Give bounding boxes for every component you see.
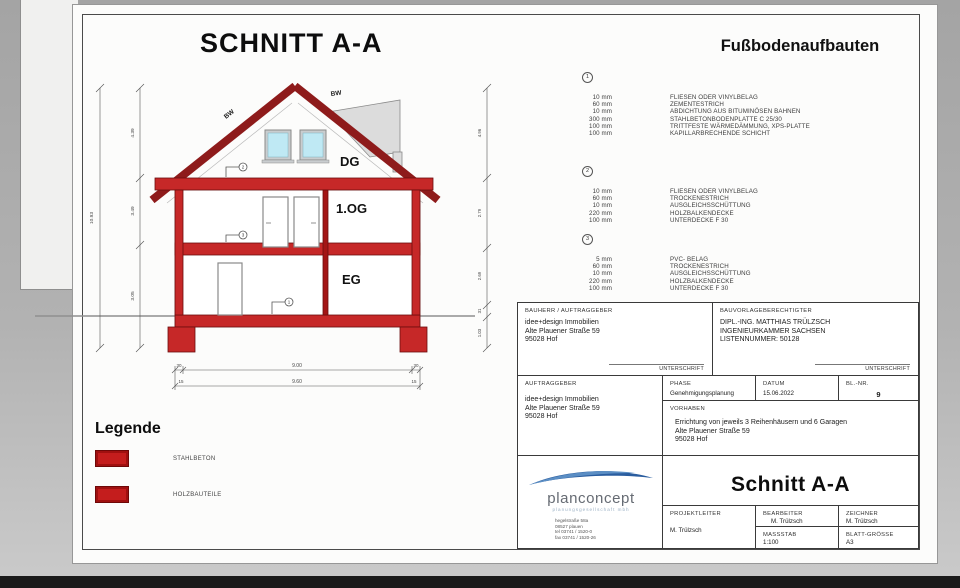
layer-thickness: 60 mm — [592, 101, 612, 109]
layer-material: ZEMENTESTRICH — [670, 101, 724, 109]
bauvorlage-line: DIPL.-ING. MATTHIAS TRÜLZSCH — [720, 319, 831, 326]
right-dimension-labels — [477, 128, 482, 337]
floor-label-og: 1.OG — [336, 201, 368, 216]
bauherr-cell — [518, 303, 713, 376]
layer-row — [560, 130, 912, 137]
dim-segment: 30 — [413, 363, 419, 368]
floor-label-dg: DG — [340, 154, 360, 169]
cell-label: BL.-NR. — [846, 381, 869, 387]
ground-slab — [175, 315, 420, 327]
cell-label: PHASE — [670, 381, 692, 387]
layer-material: HOLZBALKENDECKE — [670, 209, 734, 217]
floor-buildup-section-3 — [560, 234, 912, 292]
massstab-cell — [756, 527, 839, 548]
logo-name: planconcept — [547, 490, 635, 507]
datum-value: 15.06.2022 — [763, 390, 794, 397]
door-icon — [294, 197, 319, 247]
holzbauteile-swatch-icon — [95, 486, 129, 503]
layer-thickness: 10 mm — [592, 270, 612, 278]
layer-thickness: 300 mm — [589, 115, 612, 123]
logo-address-line: hegelstraße 58a — [555, 518, 589, 523]
layer-material: UNTERDECKE F 30 — [670, 284, 729, 292]
layer-thickness: 100 mm — [589, 216, 612, 224]
signature-line: UNTERSCHRIFT — [815, 364, 910, 372]
layer-row — [560, 108, 912, 115]
left-dimension-lines — [96, 84, 144, 352]
section-number-badge: 2 — [582, 166, 593, 177]
legend-title: Legende — [95, 420, 161, 437]
layer-row — [560, 195, 912, 202]
datum-cell — [756, 376, 839, 401]
legend-item — [95, 450, 222, 467]
blattgroesse-cell — [839, 527, 918, 548]
dim-total: 10.93 — [90, 211, 95, 225]
layer-material: TRITTFESTE WÄRMEDÄMMUNG, XPS-PLATTE — [670, 122, 810, 130]
layer-row — [560, 116, 912, 123]
blattnummer-value: 9 — [876, 390, 881, 399]
legend-item — [95, 486, 222, 503]
vorhaben-cell — [663, 401, 918, 456]
dim-segment: 4.39 — [131, 128, 136, 138]
right-foundation — [400, 327, 427, 352]
layer-material: TROCKENESTRICH — [670, 195, 729, 203]
layer-thickness: 10 mm — [592, 108, 612, 116]
dim-segment: 2.79 — [477, 208, 482, 218]
cell-label: BEARBEITER — [763, 511, 803, 517]
bauherr-line: Alte Plauener Straße 59 — [525, 327, 600, 335]
vorhaben-line: Alte Plauener Straße 59 — [675, 427, 750, 435]
legend — [95, 420, 222, 522]
logo-address-line: tel 03741 / 1520-0 — [555, 529, 593, 535]
blattgroesse-value: A3 — [846, 539, 854, 546]
door-icon — [263, 197, 288, 247]
auftraggeber-line: idee+design Immobilien — [525, 396, 599, 403]
planconcept-swoosh-icon — [525, 465, 657, 487]
cell-label: DATUM — [763, 381, 785, 387]
floor-buildup-section-1 — [560, 72, 912, 137]
zeichner-value: M. Trülzsch — [846, 518, 878, 525]
dim-segment: 30 — [176, 363, 182, 368]
layer-row — [560, 94, 912, 101]
layer-row — [560, 278, 912, 285]
bottom-dimension-labels — [176, 363, 419, 385]
layer-row — [560, 263, 912, 270]
signature-line: UNTERSCHRIFT — [609, 364, 704, 372]
layer-thickness: 60 mm — [592, 195, 612, 203]
marker-number: 3 — [241, 232, 245, 238]
legend-item-label: HOLZBAUTEILE — [173, 491, 222, 498]
layer-row — [560, 123, 912, 130]
layer-material: HOLZBALKENDECKE — [670, 277, 734, 285]
legend-item-label: STAHLBETON — [173, 455, 216, 462]
bauvorlage-line: INGENIEURKAMMER SACHSEN — [720, 327, 826, 335]
logo-cell — [518, 456, 663, 548]
auftraggeber-line: Alte Plauener Straße 59 — [525, 404, 600, 412]
dim-segment: 9.60 — [292, 379, 302, 385]
bauherr-line: idee+design Immobilien — [525, 319, 599, 326]
bottom-dimension-lines — [172, 366, 423, 390]
blattnummer-cell — [839, 376, 918, 401]
partition-wall — [323, 190, 328, 315]
eg-door-icon — [218, 263, 242, 315]
left-wall — [175, 190, 183, 315]
layer-row — [560, 217, 912, 224]
layer-material: UNTERDECKE F 30 — [670, 216, 729, 224]
bearbeiter-value: M. Trülzsch — [771, 518, 803, 525]
right-dimension-lines — [483, 84, 491, 352]
bw-label-right: BW — [330, 89, 343, 98]
bauvorlage-line: LISTENNUMMER: 50128 — [720, 336, 800, 343]
section-drawing-title: SCHNITT A-A — [200, 28, 383, 58]
marker-number: 1 — [287, 299, 291, 305]
zeichner-cell — [839, 506, 918, 527]
right-wall — [412, 190, 420, 315]
layer-thickness: 10 mm — [592, 202, 612, 210]
section-number-badge: 1 — [582, 72, 593, 83]
phase-cell — [663, 376, 756, 401]
bw-label-left: BW — [222, 108, 236, 121]
dim-segment: 1.03 — [477, 328, 482, 338]
dg-floor-slab — [155, 178, 433, 190]
bauvorlageberechtigter-cell — [713, 303, 918, 376]
dim-segment: 3.05 — [131, 291, 136, 301]
house-section-drawing — [30, 70, 500, 400]
dim-segment: 15 — [411, 379, 417, 384]
layer-row — [560, 202, 912, 209]
cell-label: BAUHERR / AUFTRAGGEBER — [525, 308, 613, 314]
layer-row — [560, 256, 912, 263]
dim-segment: 2.69 — [477, 271, 482, 281]
layer-row — [560, 101, 912, 108]
sheet-title: Schnitt A-A — [730, 473, 851, 496]
left-foundation — [168, 327, 195, 352]
floor-buildup-section-2 — [560, 166, 912, 224]
layer-thickness: 100 mm — [589, 130, 612, 138]
logo-address-line: 08527 plauen — [555, 523, 583, 529]
layer-thickness: 10 mm — [592, 94, 612, 101]
dg-windows — [262, 130, 329, 163]
layer-material: ABDICHTUNG AUS BITUMINÖSEN BAHNEN — [670, 108, 801, 116]
cell-label: BAUVORLAGEBERECHTIGTER — [720, 308, 812, 314]
bearbeiter-cell — [756, 506, 839, 527]
phase-value: Genehmigungsplanung — [670, 390, 734, 397]
logo-address-line: fax 03741 / 1520-26 — [555, 534, 596, 540]
dim-segment: 9.00 — [292, 363, 302, 369]
layer-row — [560, 188, 912, 195]
section-number-badge: 3 — [582, 234, 593, 245]
cell-label: AUFTRAGGEBER — [525, 381, 577, 387]
logo-subtitle: planungsgesellschaft mbh — [552, 507, 630, 512]
left-dimension-labels — [89, 128, 136, 301]
vorhaben-line: 95028 Hof — [675, 436, 708, 443]
massstab-value: 1:100 — [763, 539, 779, 546]
layer-thickness: 100 mm — [589, 122, 612, 130]
cell-label: VORHABEN — [670, 406, 705, 412]
layer-thickness: 10 mm — [592, 188, 612, 195]
layer-material: AUSGLEICHSSCHÜTTUNG — [670, 202, 751, 210]
auftraggeber-line: 95028 Hof — [525, 413, 558, 420]
layer-thickness: 5 mm — [596, 256, 612, 263]
layer-row — [560, 210, 912, 217]
projektleiter-value: M. Trülzsch — [670, 527, 702, 534]
projektleiter-cell — [663, 506, 756, 548]
layer-material: FLIESEN ODER VINYLBELAG — [670, 188, 758, 195]
vorhaben-line: Errichtung von jeweils 3 Reihenhäusern und 6 Garagen — [675, 419, 847, 426]
cell-label: ZEICHNER — [846, 511, 879, 517]
layer-thickness: 220 mm — [589, 209, 612, 217]
dim-segment: 4.96 — [477, 128, 482, 138]
marker-number: 2 — [241, 164, 245, 170]
stahlbeton-swatch-icon — [95, 450, 129, 467]
floor-buildups-panel — [560, 62, 912, 300]
layer-material: STAHLBETONBODENPLATTE C 25/30 — [670, 115, 782, 123]
title-block — [517, 302, 919, 549]
auftraggeber-cell — [518, 376, 663, 456]
photo-bottom-band — [0, 576, 960, 588]
layer-material: KAPILLARBRECHENDE SCHICHT — [670, 130, 771, 138]
layer-material: FLIESEN ODER VINYLBELAG — [670, 94, 758, 101]
layer-thickness: 60 mm — [592, 263, 612, 271]
layer-row — [560, 285, 912, 292]
dim-segment: 3.49 — [131, 206, 136, 216]
floor-label-eg: EG — [342, 272, 361, 287]
dim-segment: 31 — [477, 308, 482, 314]
bauherr-line: 95028 Hof — [525, 336, 558, 343]
layer-thickness: 100 mm — [589, 284, 612, 292]
cell-label: BLATT-GRÖSSE — [846, 532, 894, 538]
dim-segment: 15 — [178, 379, 184, 384]
cell-label: PROJEKTLEITER — [670, 511, 721, 517]
cell-label: MASSSTAB — [763, 532, 797, 538]
sheet-title-cell — [663, 456, 918, 506]
layer-material: TROCKENESTRICH — [670, 263, 729, 271]
layer-material: AUSGLEICHSSCHÜTTUNG — [670, 270, 751, 278]
layer-row — [560, 270, 912, 277]
layer-thickness: 220 mm — [589, 277, 612, 285]
layer-material: PVC- BELAG — [670, 256, 709, 263]
floor-buildups-title: Fußbodenaufbauten — [720, 37, 880, 55]
